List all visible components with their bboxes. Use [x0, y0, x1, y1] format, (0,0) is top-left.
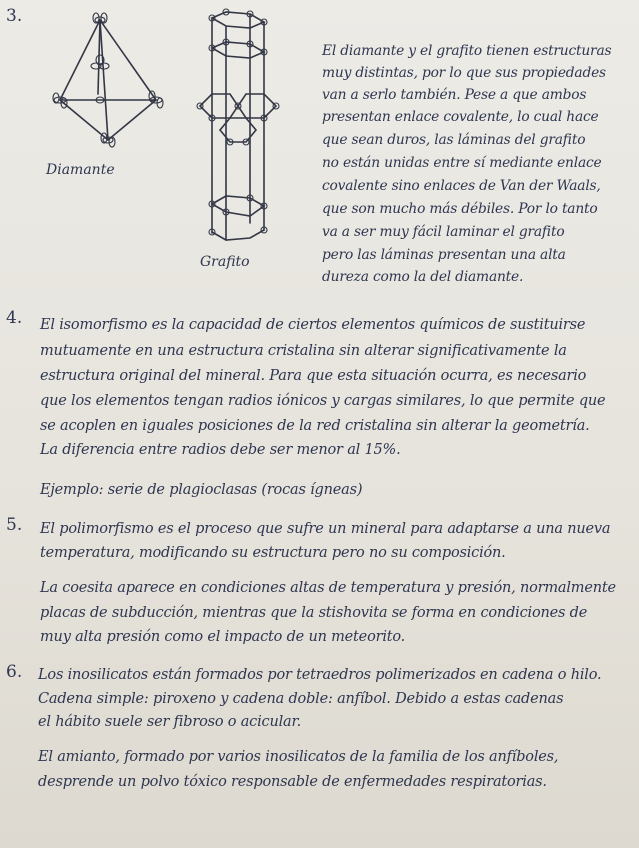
answer-line: muy distintas, por lo que sus propiedades: [322, 65, 606, 81]
graphite-label: Grafito: [200, 254, 250, 270]
answer-line: Los inosilicatos están formados por tetraedros polimerizados en cadena o hilo.: [38, 667, 602, 683]
answer-line: el hábito suele ser fibroso o acicular.: [38, 714, 302, 730]
answer-line: que sean duros, las láminas del grafito: [322, 132, 586, 148]
answer-line: El isomorfismo es la capacidad de ciertos elementos químicos de sustituirse: [40, 317, 586, 333]
question-5-number: 5.: [6, 515, 23, 535]
answer-line: va a ser muy fácil laminar el grafito: [322, 224, 565, 240]
answer-line: El polimorfismo es el proceso que sufre un mineral para adaptarse a una nueva: [40, 521, 611, 537]
diamond-structure-drawing: [38, 8, 168, 158]
answer-line: que son mucho más débiles. Por lo tanto: [322, 201, 598, 217]
answer-line: dureza como la del diamante.: [322, 269, 524, 285]
answer-line: que los elementos tengan radios iónicos y cargas similares, lo que permite que: [40, 393, 606, 409]
example-line: Ejemplo: serie de plagioclasas (rocas ígneas): [40, 482, 363, 498]
answer-line: presentan enlace covalente, lo cual hace: [322, 109, 599, 125]
answer-line: pero las láminas presentan una alta: [322, 247, 566, 263]
answer-line: covalente sino enlaces de Van der Waals,: [322, 178, 601, 194]
answer-line: El amianto, formado por varios inosilicatos de la familia de los anfíboles,: [38, 749, 559, 765]
question-3-number: 3.: [6, 6, 23, 26]
answer-line: El diamante y el grafito tienen estructuras: [322, 43, 612, 59]
answer-line: se acoplen en iguales posiciones de la red cristalina sin alterar la geometría.: [40, 418, 590, 434]
answer-line: La coesita aparece en condiciones altas de temperatura y presión, normalmente: [40, 580, 616, 596]
answer-line: estructura original del mineral. Para que esta situación ocurra, es necesario: [40, 368, 587, 384]
answer-line: mutuamente en una estructura cristalina sin alterar significativamente la: [40, 343, 567, 359]
answer-line: muy alta presión como el impacto de un meteorito.: [40, 629, 406, 645]
diamond-label: Diamante: [46, 162, 115, 178]
answer-line: La diferencia entre radios debe ser menor al 15%.: [40, 442, 401, 458]
answer-line: placas de subducción, mientras que la stishovita se forma en condiciones de: [40, 605, 588, 621]
answer-line: desprende un polvo tóxico responsable de enfermedades respiratorias.: [38, 774, 547, 790]
answer-line: no están unidas entre sí mediante enlace: [322, 155, 602, 171]
question-6-number: 6.: [6, 662, 23, 682]
question-4-number: 4.: [6, 308, 23, 328]
answer-line: van a serlo también. Pese a que ambos: [322, 87, 587, 103]
answer-line: Cadena simple: piroxeno y cadena doble: anfíbol. Debido a estas cadenas: [38, 691, 564, 707]
answer-line: temperatura, modificando su estructura pero no su composición.: [40, 545, 506, 561]
graphite-structure-drawing: [192, 8, 302, 248]
